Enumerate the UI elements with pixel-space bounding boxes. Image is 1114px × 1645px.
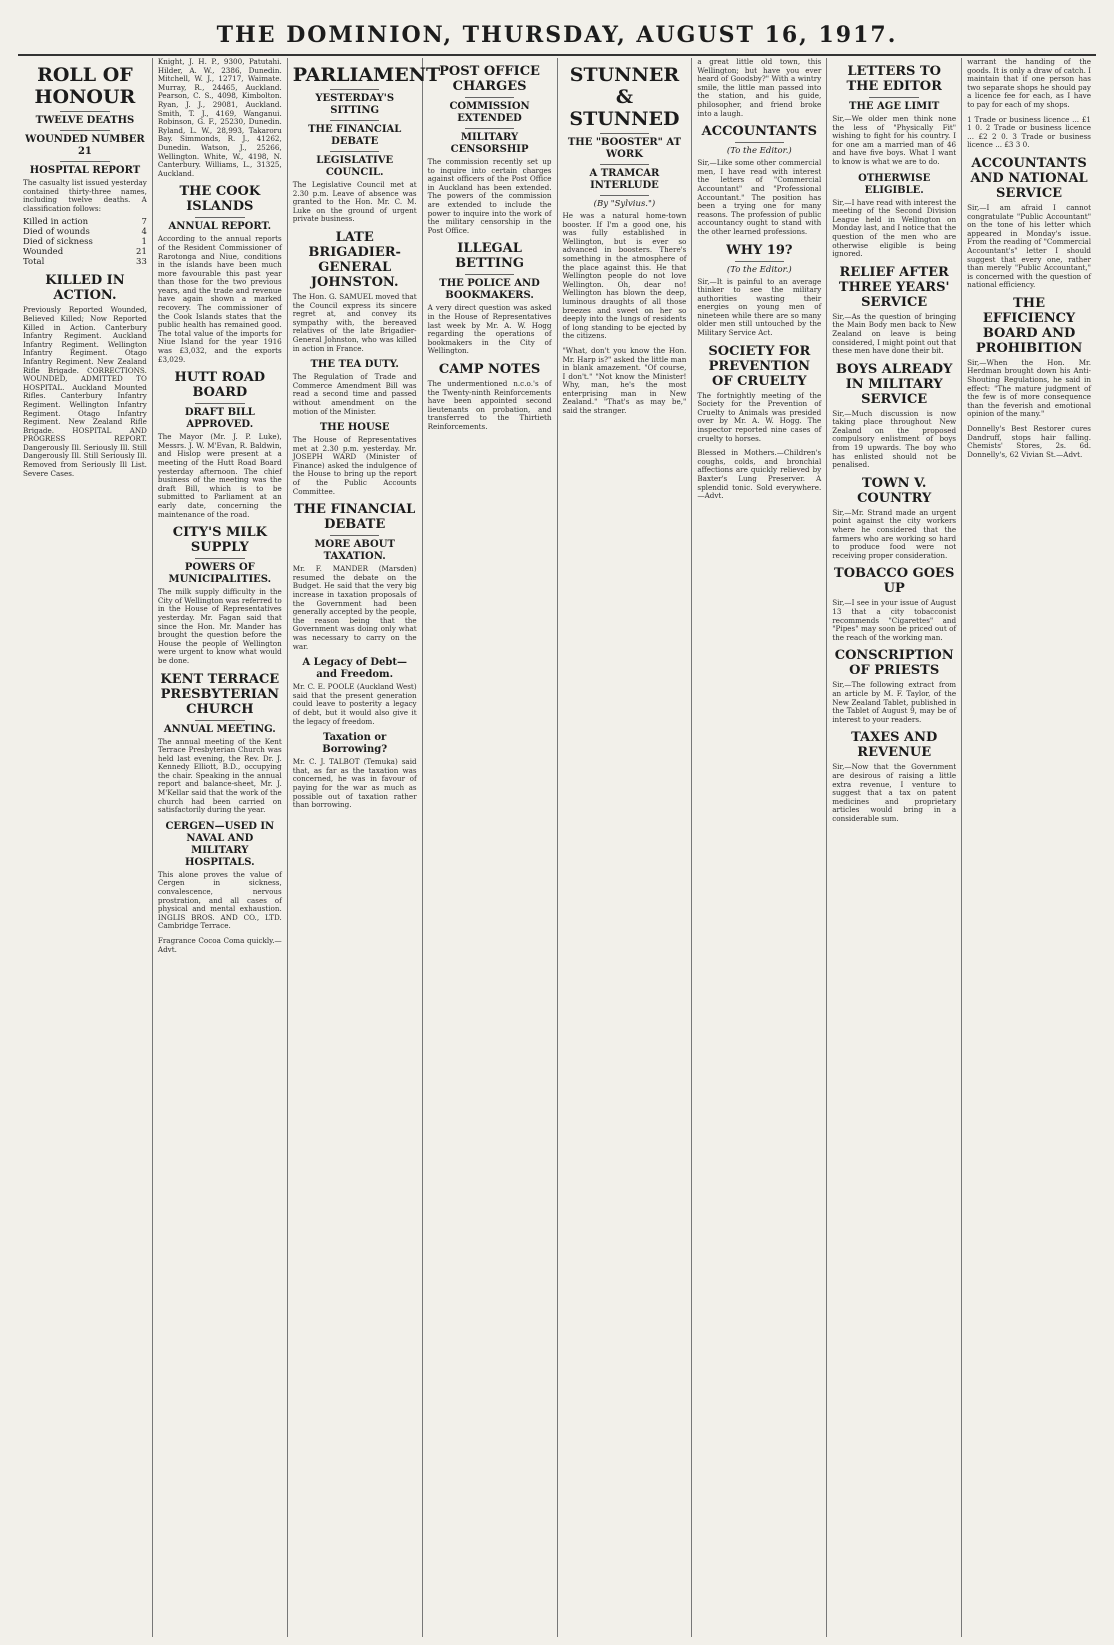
article — [832, 566, 956, 642]
article-headline: ACCOUNTANTS — [701, 124, 817, 140]
divider — [330, 535, 380, 536]
article-subhead: HOSPITAL REPORT — [29, 165, 141, 176]
article — [832, 64, 956, 167]
tally-count: 33 — [136, 257, 147, 268]
column-2 — [153, 58, 288, 1637]
article-headline: BOYS ALREADY IN MILITARY SERVICE — [836, 361, 953, 407]
article-body: Knight, J. H. P., 9300, Patutahi. Hilder, A. W., 2386, Dunedin. Mitchell, W. J., 12717, Waimate. Murray, R., 24465, Auckland. Pearson, C. S., 4098, Kimbolton. Ryan, J. J., 29081, Auckland. Smith, T. J., 4169, Wanganui. Robinson, G. F., 25230, Dunedin. Ryland, L. W., 28,993, Takaroru Bay. Simmonds, R. J., 41262, Dunedin. Watson, J., 25266, Wellington. White, W., 4198, N. Canterbury. Williams, L., 31325, Auckland. — [157, 57, 282, 178]
article-body: This alone proves the value of Cergen in sickness, convalescence, nervous prostration, and all cases of physical and mental exhaustion. INGLIS BROS. AND CO., LTD. Cambridge Terrace. — [157, 869, 282, 931]
article-body: Sir,—When the Hon. Mr. Herdman brought down his Anti-Shouting Regulations, he said in effect: "The mature judgment of the few is of more consequence than the feverish and emotional opinion of the many." — [967, 357, 1091, 419]
article — [23, 273, 147, 478]
masthead-title: THE DOMINION, THURSDAY, AUGUST 16, 1917. — [216, 22, 898, 48]
divider — [600, 133, 650, 134]
column-8 — [962, 58, 1096, 1637]
tally-label: Died of wounds — [23, 227, 90, 238]
tally-count: 7 — [141, 217, 147, 228]
article-body: Sir,—The following extract from an article by M. F. Taylor, of the New Zealand Tablet, published in the Tablet of August 9, may be of interest to your readers. — [832, 680, 957, 724]
article — [832, 173, 956, 259]
article-subhead: TWELVE DEATHS — [35, 115, 135, 126]
article-body: a great little old town, this Wellington; but have you ever heard of Goodsby?" With a wintry smile, the little man passed into the station, and his guide, philosopher, and friend broke into a laugh. — [697, 57, 822, 118]
article — [428, 241, 552, 356]
article-headline: CITY'S MILK SUPPLY — [172, 525, 267, 556]
article — [697, 243, 821, 338]
article-headline: TOWN V. COUNTRY — [857, 475, 932, 506]
columns — [18, 58, 1096, 1637]
divider — [330, 89, 380, 90]
article — [23, 64, 147, 267]
divider — [330, 120, 380, 121]
article-subhead: COMMISSION EXTENDED — [449, 101, 530, 124]
article — [158, 937, 282, 954]
tally-row — [23, 257, 147, 267]
article-subhead: A Legacy of Debt—and Freedom. — [302, 657, 407, 681]
article-body: Sir,—I am afraid I cannot congratulate "Public Accountant" on the tone of his letter which appeared in Monday's issue. From the reading of "Commercial Accountant's" letter I should suggest that every one, rather than merely "Public Accountant," is concerned with the question of national efficiency. — [967, 202, 1091, 290]
article-body: Sir,—Mr. Strand made an urgent point against the city workers where he considered that the farmers who are working so hard to produce food were not receiving proper consideration. — [832, 507, 957, 560]
article-body: The Hon. G. SAMUEL moved that the Council express its sincere regret at, and convey its sympathy with, the bereaved relatives of the late Brigadier-General Johnston, who was killed in action in France. — [292, 291, 417, 353]
column-7 — [827, 58, 962, 1637]
article-subhead: THE TEA DUTY. — [310, 359, 399, 371]
article-body: A very direct question was asked in the House of Representatives last week by Mr. A. W. Hogg regarding the operations of bookmakers in the City of Wellington. — [427, 303, 552, 356]
article-body: Sir,—As the question of bringing the Main Body men back to New Zealand on leave is being considered, I might point out that these men have done their bit. — [832, 311, 957, 356]
article-subhead: THE "BOOSTER" AT WORK — [567, 137, 682, 160]
article — [293, 359, 417, 416]
divider — [195, 720, 245, 721]
article-body: The fortnightly meeting of the Society for the Prevention of Cruelty to Animals was presided over by Mr. A. W. Hogg. The inspector reported nine cases of cruelty to horses. — [697, 390, 822, 443]
article — [967, 116, 1091, 150]
article-body: He was a natural home-town booster. If I'm a good one, his was fully established in Wellington, but is ever so advanced in boosters. There's something in the atmosphere of the place against this. He that Wellington people do not love Wellington. Oh, dear no! Wellington has blown the deep, luminous draughts of all those breezes and sweet on her so deeply into the lungs of residents of long standing to be ejected by the citizens. — [562, 211, 687, 341]
article-body: Donnelly's Best Restorer cures Dandruff, stops hair falling. Chemists' Stores, 2s. 6d. Donnelly's, 62 Vivian St.—Advt. — [967, 424, 1091, 459]
article — [563, 64, 687, 341]
article-body: Sir,—Much discussion is now taking place throughout New Zealand on the proposed compulsory enlistment of boys from 19 upwards. The boy who has enlisted should not be penalised. — [832, 408, 957, 470]
article-body: Sir,—I have read with interest the meeting of the Second Division League held in Wellington on Monday last, and I notice that the question of the men who are otherwise eligible is being ignored. — [832, 197, 957, 259]
article-body: Blessed in Mothers.—Children's coughs, colds, and bronchial affections are quickly relieved by Baxter's Lung Preserver. A splendid tonic. Sold everywhere.—Advt. — [697, 448, 822, 501]
divider — [330, 151, 380, 152]
article-body: Mr. C. E. POOLE (Auckland West) said that the present generation could leave to posterity a legacy of debt, but it would also give it the legacy of freedom. — [292, 682, 417, 726]
divider — [60, 111, 110, 112]
article-body: The commission recently set up to inquire into certain charges against officers of the Post Office in Auckland has been extended. The powers of the commission are extended to include the power to inquire into the work of the military censorship in the Post Office. — [427, 157, 552, 235]
article-subhead: POWERS OF MUNICIPALITIES. — [168, 562, 272, 586]
article-headline: THE EFFICIENCY BOARD AND PROHIBITION — [975, 295, 1083, 356]
article-subhead: OTHERWISE ELIGIBLE. — [858, 172, 931, 196]
article-subhead: (To the Editor.) — [726, 264, 792, 275]
casualty-tally — [23, 217, 147, 267]
article — [428, 64, 552, 235]
article-subhead: MILITARY CENSORSHIP — [450, 132, 529, 155]
article-subhead: Taxation or Borrowing? — [322, 732, 388, 756]
article-subhead: DRAFT BILL APPROVED. — [184, 407, 255, 431]
tally-count: 1 — [141, 237, 147, 248]
tally-label: Died of sickness — [23, 237, 93, 248]
article-subhead: (To the Editor.) — [726, 146, 792, 157]
article-subhead: MORE ABOUT TAXATION. — [314, 539, 395, 563]
column-3 — [288, 58, 441, 1637]
article — [158, 525, 282, 665]
article-headline: HUTT ROAD BOARD — [174, 370, 266, 401]
article-headline: CAMP NOTES — [438, 361, 541, 377]
article — [158, 370, 282, 519]
article-headline: WHY 19? — [726, 242, 793, 258]
divider — [465, 97, 515, 98]
article-body: The casualty list issued yesterday contained thirty-three names, including twelve deaths. A classification follows: — [23, 178, 147, 213]
article — [697, 58, 821, 118]
article — [832, 362, 956, 470]
divider — [600, 164, 650, 165]
article-body: Mr. F. MANDER (Marsden) resumed the debate on the Budget. He said that the very big increase in taxation proposals of the Government had been generally accepted by the people, the reason being that the Government was doing only what was necessary to carry on the war. — [292, 564, 417, 651]
article — [832, 648, 956, 724]
tally-label: Wounded — [23, 247, 64, 258]
article-subhead: ANNUAL MEETING. — [163, 723, 276, 735]
article — [158, 184, 282, 364]
article-body: The House of Representatives met at 2.30 p.m. yesterday. Mr. JOSEPH WARD (Minister of Finance) asked the indulgence of the House to bring up the report of the Public Accounts Committee. — [292, 435, 417, 496]
article-body: Previously Reported Wounded, Believed Killed; Now Reported Killed in Action. Canterbury Infantry Regiment. Auckland Infantry Regiment. Wellington Infantry Regiment. Otago Infantry Regiment. New Zealand Rifle Brigade. CORRECTIONS. WOUNDED, ADMITTED TO HOSPITAL. Auckland Mounted Rifles. Canterbury Infantry Regiment. Wellington Infantry Regiment. Otago Infantry Regiment. New Zealand Rifle Brigade. HOSPITAL AND PROGRESS REPORT. Dangerously Ill. Seriously Ill. Still Dangerously Ill. Still Seriously Ill. Removed from Seriously Ill List. Severe Cases. — [23, 305, 147, 478]
article — [697, 344, 821, 444]
article — [158, 58, 282, 178]
article-body: Sir,—I see in your issue of August 13 that a city tobacconist recommends "Cigarettes" and "Pipes" may soon be priced out of the reach of the working man. — [832, 598, 957, 642]
article-headline: TAXES AND REVENUE — [851, 730, 938, 761]
article-headline: LATE BRIGADIER-GENERAL JOHNSTON. — [308, 229, 401, 290]
column-1 — [18, 58, 153, 1637]
article — [158, 821, 282, 931]
article — [832, 476, 956, 561]
article-headline: ACCOUNTANTS AND NATIONAL SERVICE — [970, 155, 1088, 201]
article-headline: RELIEF AFTER THREE YEARS' SERVICE — [838, 264, 950, 310]
article-headline: THE FINANCIAL DEBATE — [294, 502, 416, 533]
article — [293, 657, 417, 726]
article-body: Sir,—Now that the Government are desirous of raising a little extra revenue, I venture to suggest that a tax on patent medicines and proprietary articles would bring in a considerable sum. — [832, 762, 957, 823]
column-5 — [558, 58, 693, 1637]
article — [967, 156, 1091, 290]
article-headline: CONSCRIPTION OF PRIESTS — [834, 648, 954, 679]
divider — [195, 558, 245, 559]
tally-label: Total — [23, 257, 45, 268]
article — [158, 672, 282, 815]
masthead — [18, 18, 1096, 56]
article-subhead: CERGEN—USED IN NAVAL AND MILITARY HOSPITALS. — [165, 820, 275, 868]
article — [697, 449, 821, 501]
article — [832, 265, 956, 356]
article — [293, 422, 417, 496]
article-subhead: WOUNDED NUMBER 21 — [25, 134, 145, 157]
article-body: The Mayor (Mr. J. P. Luke), Messrs. J. W. M'Evan, R. Baldwin, and Hislop were present at a meeting of the Hutt Road Board yesterday afternoon. The chief business of the meeting was the draft Bill, which is to be submitted to Parliament at an early date, concerning the maintenance of the road. — [157, 432, 282, 519]
article — [967, 296, 1091, 419]
article-body: According to the annual reports of the Resident Commissioner of Rarotonga and Niue, conditions in the islands have been much more favourable this past year than those for the two previous years, and the trade and revenue have again shown a marked recovery. The commissioner of the Cook Islands states that the public health has remained good. The total value of the imports for Niue Island for the year 1916 was £3,032, and the exports £3,029. — [157, 234, 282, 364]
divider — [600, 195, 650, 196]
divider — [735, 261, 785, 262]
article-subhead: THE POLICE AND BOOKMAKERS. — [439, 278, 540, 302]
article — [292, 64, 441, 224]
article-headline: KENT TERRACE PRESBYTERIAN CHURCH — [160, 671, 280, 717]
divider — [869, 97, 919, 98]
divider — [465, 128, 515, 129]
article-headline: THE COOK ISLANDS — [179, 184, 261, 215]
tally-count: 21 — [136, 247, 147, 258]
article-headline: ROLL OF HONOUR — [34, 64, 136, 108]
article-subhead: THE HOUSE — [319, 422, 390, 434]
article-body: Mr. C. J. TALBOT (Temuka) said that, as far as the taxation was concerned, he was in favour of paying for the war as much as possible out of taxation rather than borrowing. — [292, 757, 417, 810]
article-body: "What, don't you know the Hon. Mr. Harp is?" asked the little man in blank amazement. "Of course, I don't." "Not know the Minister! Why, man, he's the most enterprising man in New Zealand." "That's as may be," said the stranger. — [562, 345, 687, 416]
divider — [735, 142, 785, 143]
tally-row — [23, 227, 147, 237]
article-headline: TOBACCO GOES UP — [834, 566, 955, 597]
article — [293, 230, 417, 353]
article-body: The Legislative Council met at 2.30 p.m. Leave of absence was granted to the Hon. Mr. C. M. Luke on the ground of urgent private business. — [292, 180, 417, 224]
article-body: Sir,—We older men think none the less of "Physically Fit" wishing to fight for his country. I for one am a married man of 46 and have five boys. What I want to know is what we are to do. — [832, 114, 957, 166]
divider — [195, 403, 245, 404]
tally-count: 4 — [141, 227, 147, 238]
divider — [195, 217, 245, 218]
article-subhead: A TRAMCAR INTERLUDE — [589, 168, 660, 191]
article-headline: STUNNER & STUNNED — [569, 64, 680, 130]
article-headline: KILLED IN ACTION. — [45, 273, 125, 304]
article — [697, 124, 821, 236]
article-body: The Regulation of Trade and Commerce Amendment Bill was read a second time and passed without amendment on the motion of the Minister. — [292, 372, 417, 416]
article-headline: PARLIAMENT — [292, 64, 441, 86]
divider — [465, 274, 515, 275]
article-body: The milk supply difficulty in the City of Wellington was referred to in the House of Representatives yesterday. Mr. Fagan said that since the Hon. Mr. Mander has brought the question before the House the people of Wellington were urgent to know what would be done. — [157, 587, 282, 665]
article-body: 1 Trade or business licence ... £1 1 0. 2 Trade or business licence ... £2 2 0. 3 Trade or business licence ... £3 3 0. — [967, 114, 1091, 150]
article-body: Sir,—It is painful to an average thinker to see the military authorities wasting their energies on young men of nineteen while there are so many older men still untouched by the Military Service Act. — [697, 276, 822, 338]
divider — [60, 161, 110, 162]
article — [293, 502, 417, 651]
article — [832, 730, 956, 823]
article — [967, 58, 1091, 110]
column-6 — [692, 58, 827, 1637]
article-subhead: LEGISLATIVE COUNCIL. — [316, 155, 394, 178]
article-body: warrant the handing of the goods. It is only a draw of catch. I maintain that if one person has two separate shops he should pay a licence fee for each, as I have to pay for each of my shops. — [967, 57, 1091, 109]
article — [428, 362, 552, 432]
article-body: Sir,—Like some other commercial men, I have read with interest the letters of "Commercial Accountant" and "Professional Accountant." The position has been a trying one for many reasons. The profession of public accountancy ought to stand with the other learned professions. — [697, 158, 822, 236]
article-headline: ILLEGAL BETTING — [455, 241, 524, 272]
article — [293, 732, 417, 810]
article-subhead: YESTERDAY'S SITTING — [315, 93, 395, 116]
article-headline: POST OFFICE CHARGES — [439, 64, 540, 94]
tally-row — [23, 237, 147, 247]
article-subhead: ANNUAL REPORT. — [168, 221, 272, 233]
article-body: The annual meeting of the Kent Terrace Presbyterian Church was held last evening, the Rev. Dr. J. Kennedy Elliott, B.D., occupying the chair. Speaking in the annual report and balance-sheet, Mr. J. M'Kellar said that the work of the church had been carried on satisfactorily during the year. — [157, 736, 282, 815]
tally-row — [23, 247, 147, 257]
article-body: The undermentioned n.c.o.'s of the Twenty-ninth Reinforcements have been appointed second lieutenants on probation, and transferred to the Thirtieth Reinforcements. — [427, 378, 552, 431]
tally-label: Killed in action — [23, 217, 89, 228]
article — [563, 347, 687, 416]
article-subhead: THE AGE LIMIT — [849, 101, 940, 112]
article-body: Fragrance Cocoa Coma quickly.—Advt. — [157, 936, 282, 954]
column-4 — [423, 58, 558, 1637]
article-subhead: (By "Sylvius.") — [593, 199, 656, 209]
article-headline: SOCIETY FOR PREVENTION OF CRUELTY — [708, 343, 811, 389]
tally-row — [23, 217, 147, 227]
article-headline: LETTERS TO THE EDITOR — [846, 64, 942, 94]
article — [967, 425, 1091, 459]
divider — [60, 130, 110, 131]
article-subhead: THE FINANCIAL DEBATE — [308, 124, 402, 147]
